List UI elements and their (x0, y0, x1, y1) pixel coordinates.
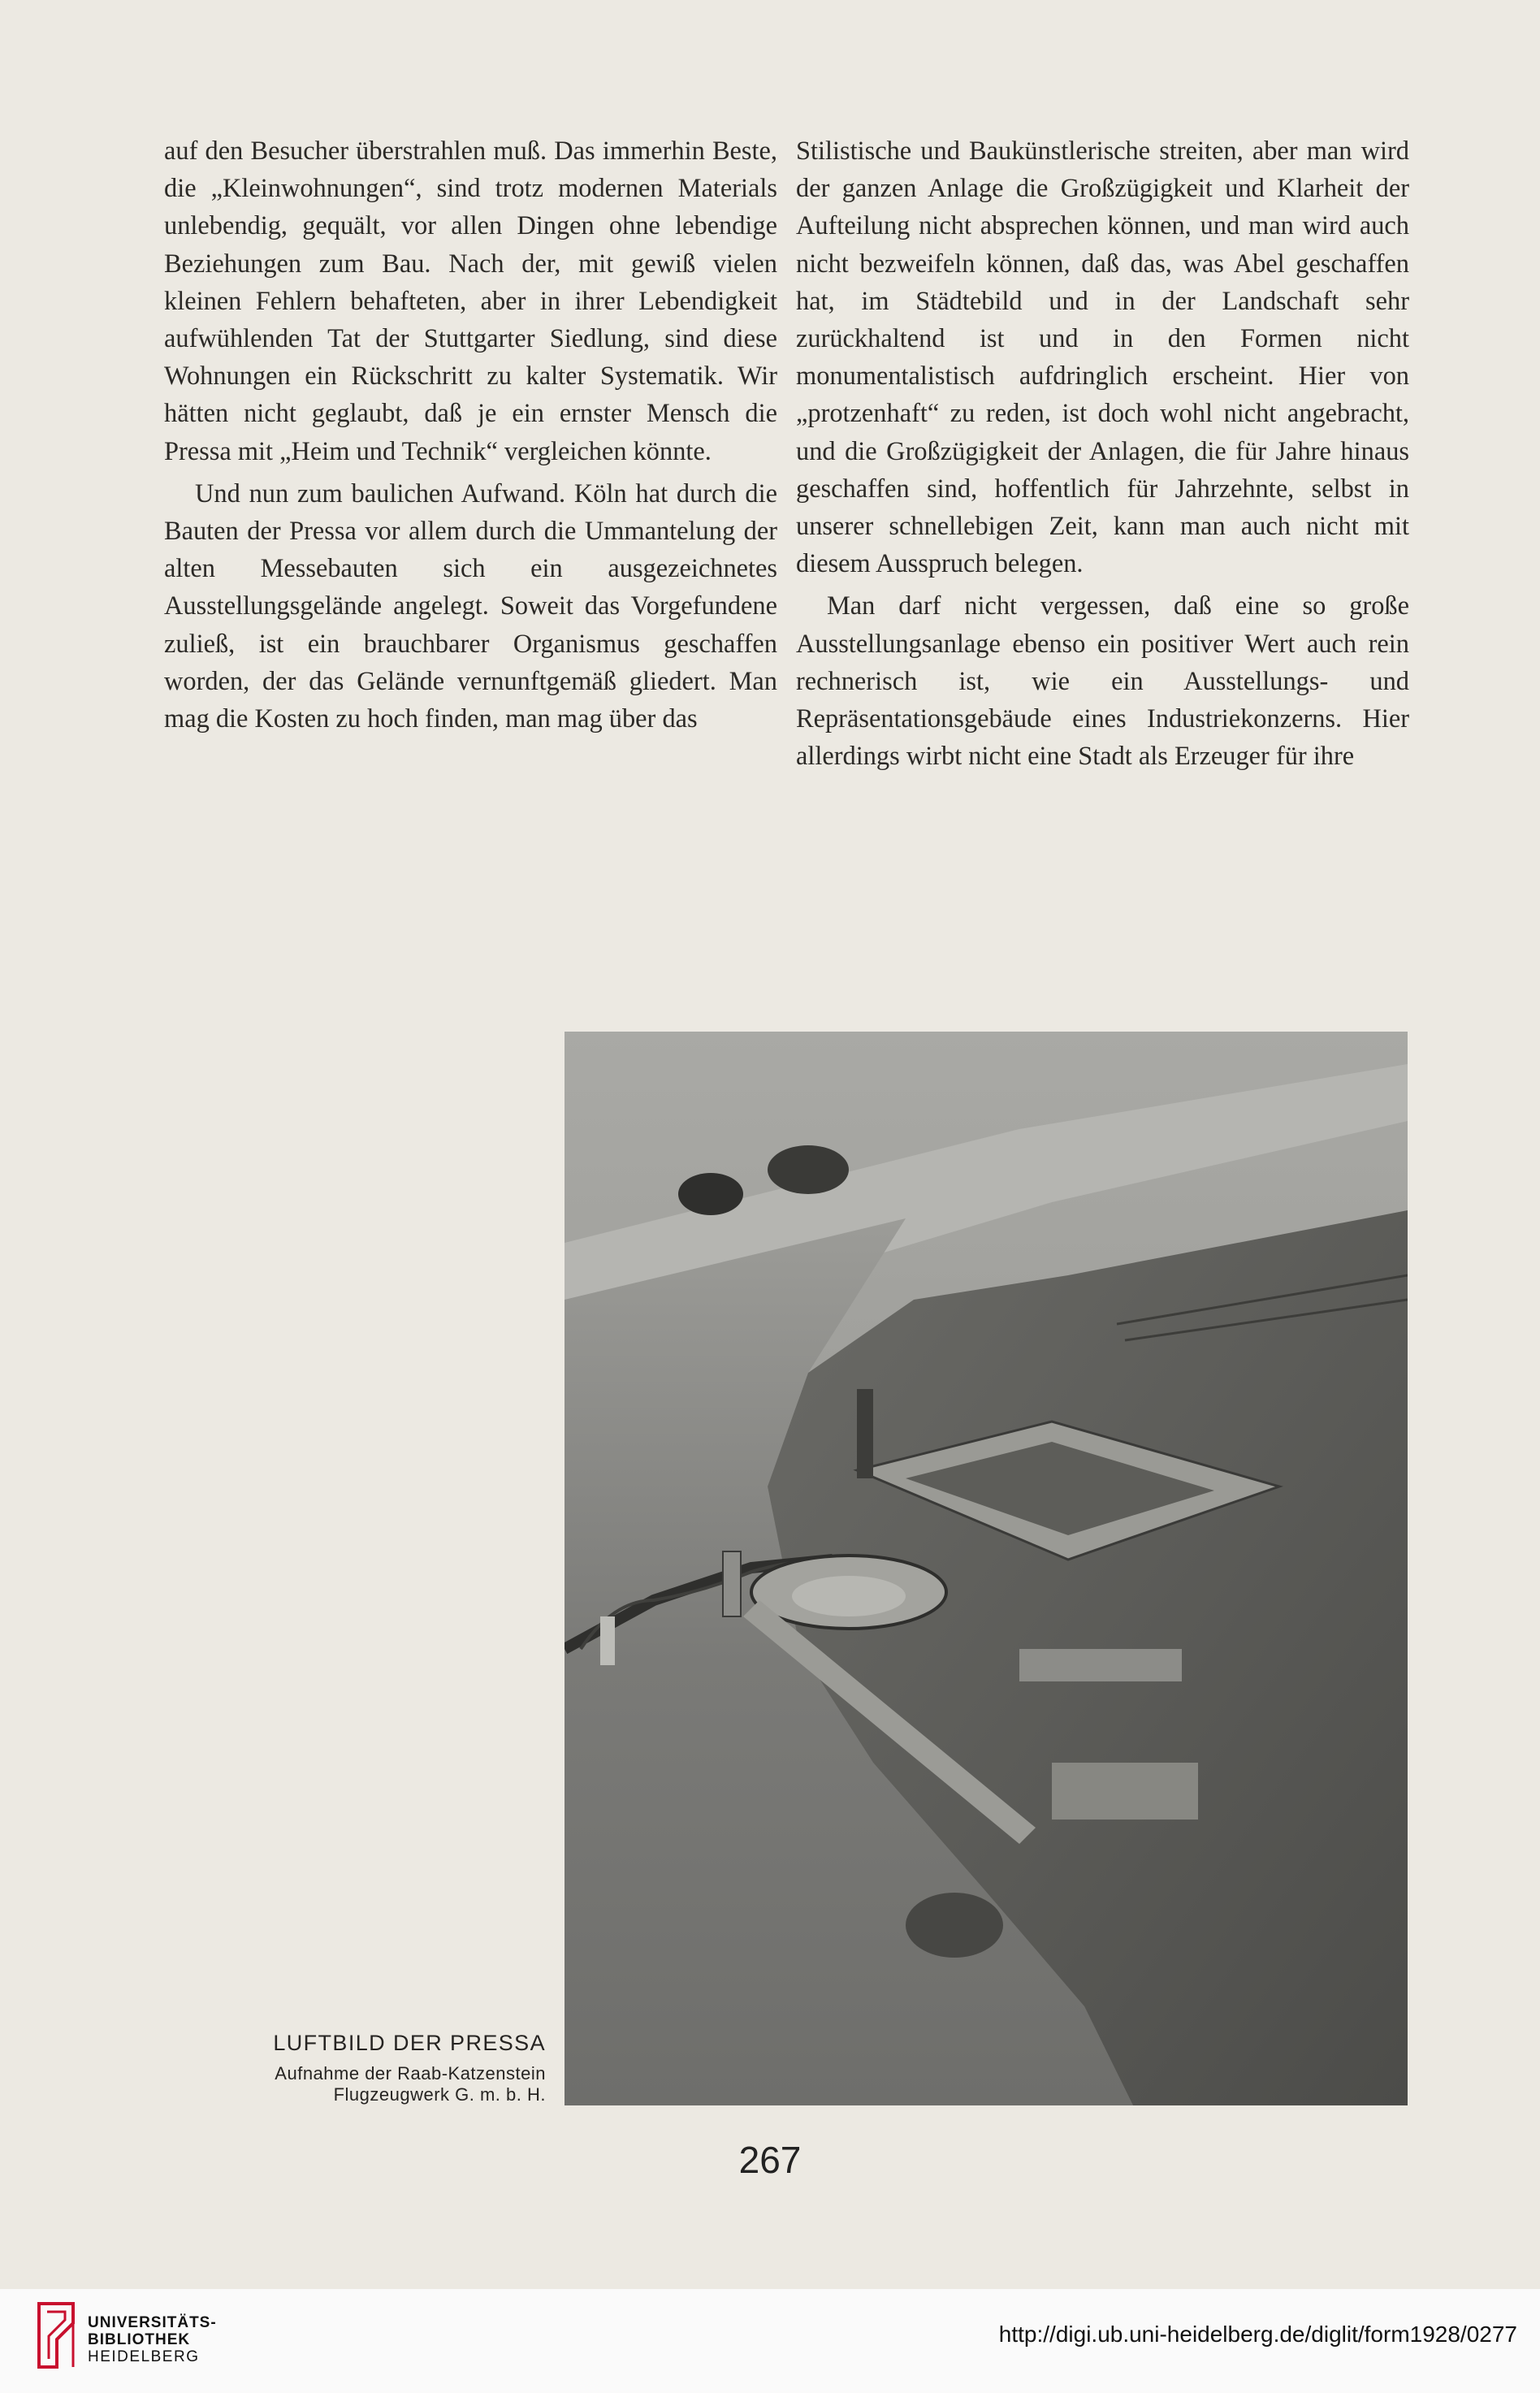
paragraph: Man darf nicht vergessen, daß eine so große Ausstellungsanlage ebenso ein positiver Wert auch rein rechnerisch ist, wie ein Ausstellungs- und Repräsentationsgebäude eines Industriekonzerns. Hier allerdings wirbt nicht eine Stadt als Erzeuger für ihre (796, 591, 1409, 772)
library-name: BIBLIOTHEK (88, 2331, 191, 2348)
paragraph: auf den Besucher überstrahlen muß. Das immerhin Beste, die „Kleinwohnungen“, sind trotz modernen Materials unlebendig, gequält, vor allen Dingen ohne lebendige Beziehungen zum Bau. Nach der, mit gewiß vielen kleinen Fehlern behafteten, aber in ihrer Lebendigkeit aufwühlenden Tat der Stuttgarter Siedlung, sind diese Wohnungen ein Rückschritt zu kalter Systematik. Wir hätten nicht geglaubt, daß je ein ernster Mensch die Pressa mit „Heim und Technik“ vergleichen könnte. (164, 136, 777, 466)
library-logo-icon (34, 2299, 83, 2372)
aerial-photo (565, 1032, 1408, 2105)
photo-caption-title: LUFTBILD DER PRESSA (273, 2031, 546, 2055)
source-url-link[interactable]: http://digi.ub.uni-heidelberg.de/diglit/form1928/0277 (998, 2322, 1517, 2347)
paragraph: Stilistische und Baukünstlerische streiten, aber man wird der ganzen Anlage die Großzügigkeit und Klarheit der Aufteilung nicht absprechen können, und man wird auch nicht bezweifeln können, daß das, was Abel geschaffen hat, im Städtebild und in der Landschaft sehr zurückhaltend ist und in den Formen nicht monumentalistisch aufdringlich erscheint. Hier von „protzenhaft“ zu reden, ist doch wohl nicht angebracht, und die Großzügigkeit der Anlagen, die für Jahre hinaus geschaffen sind, hoffentlich für Jahrzehnte, selbst in unserer schnellebigen Zeit, kann man auch nicht mit diesem Ausspruch belegen. (796, 136, 1409, 579)
text-column-right (796, 132, 1409, 775)
library-name: UNIVERSITÄTS- (88, 2314, 217, 2331)
photo-credit-line: Aufnahme der Raab-Katzenstein (275, 2063, 546, 2084)
page-number: 267 (738, 2139, 802, 2181)
photo-credit-line: Flugzeugwerk G. m. b. H. (333, 2084, 546, 2105)
text-column-left (164, 132, 777, 738)
library-city: HEIDELBERG (88, 2348, 200, 2365)
paragraph: Und nun zum baulichen Aufwand. Köln hat durch die Bauten der Pressa vor allem durch die Ummantelung der alten Messebauten sich ein ausgezeichnetes Ausstellungsgelände angelegt. Soweit das Vorgefundene zuließ, ist ein brauchbarer Organismus geschaffen worden, der das Gelände vernunftgemäß gliedert. Man mag die Kosten zu hoch finden, man mag über das (164, 478, 777, 734)
